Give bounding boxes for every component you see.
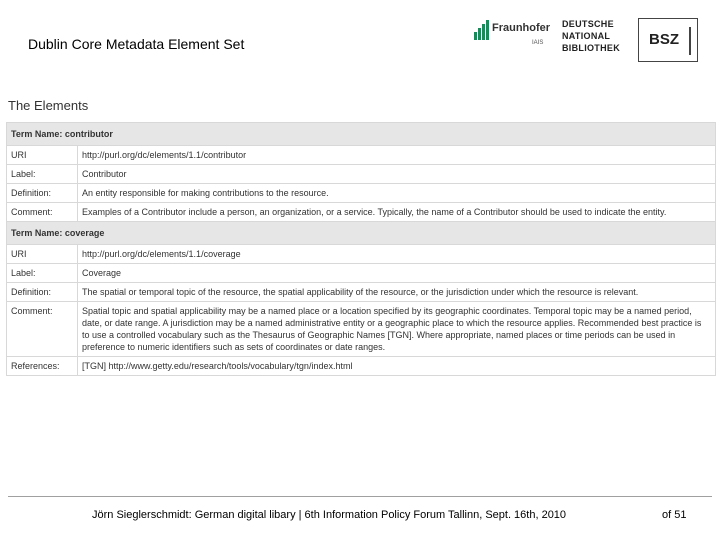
elements-table bbox=[6, 122, 716, 376]
row-label: Comment: bbox=[7, 203, 78, 222]
table-row bbox=[7, 165, 716, 184]
dnb-logo-line: NATIONAL bbox=[562, 31, 611, 41]
row-label: Label: bbox=[7, 165, 78, 184]
table-row bbox=[7, 357, 716, 376]
row-value: The spatial or temporal topic of the resource, the spatial applicability of the resource, or the jurisdiction under which the resource is relevant. bbox=[78, 283, 716, 302]
row-value: http://purl.org/dc/elements/1.1/contributor bbox=[78, 146, 716, 165]
term-label: Term Name: bbox=[11, 129, 63, 139]
table-row bbox=[7, 283, 716, 302]
table-row bbox=[7, 146, 716, 165]
row-value: Spatial topic and spatial applicability may be a named place or a location specified by its geographic coordinates. Temporal topic may be a named period, date, or date range. A jurisdiction may be a named administrative entity or a geographic place to which the resource applies. Recommended best practice is to use a controlled vocabulary such as the Thesaurus of Geographic Names [TGN]. Where appropriate, named places or time periods can be used in preference to numeric identifiers such as sets of coordinates or date ranges. bbox=[78, 302, 716, 357]
row-value: [TGN] http://www.getty.edu/research/tools/vocabulary/tgn/index.html bbox=[78, 357, 716, 376]
table-row bbox=[7, 184, 716, 203]
term-label: Term Name: bbox=[11, 228, 63, 238]
row-label: Definition: bbox=[7, 184, 78, 203]
row-value: http://purl.org/dc/elements/1.1/coverage bbox=[78, 245, 716, 264]
table-row bbox=[7, 245, 716, 264]
fraunhofer-logo-sub: IAIS bbox=[532, 40, 544, 46]
row-value: An entity responsible for making contributions to the resource. bbox=[78, 184, 716, 203]
term-header-row bbox=[7, 123, 716, 146]
table-row bbox=[7, 264, 716, 283]
page-number: of 51 bbox=[662, 509, 687, 521]
term-name: contributor bbox=[64, 129, 113, 139]
row-label: Comment: bbox=[7, 302, 78, 357]
dnb-logo bbox=[562, 18, 630, 62]
row-label: URI bbox=[7, 245, 78, 264]
row-value: Examples of a Contributor include a person, an organization, or a service. Typically, the name of a Contributor should be used to indicate the entity. bbox=[78, 203, 716, 222]
footer-divider bbox=[8, 496, 712, 497]
dnb-logo-line: BIBLIOTHEK bbox=[562, 43, 620, 53]
bsz-logo-text: BSZ bbox=[649, 31, 679, 48]
table-row bbox=[7, 203, 716, 222]
footer-text: Jörn Sieglerschmidt: German digital libary | 6th Information Policy Forum Tallinn, Sept. 16th, 2010 bbox=[92, 509, 567, 521]
row-label: Definition: bbox=[7, 283, 78, 302]
term-header-row bbox=[7, 222, 716, 245]
row-label: References: bbox=[7, 357, 78, 376]
row-label: Label: bbox=[7, 264, 78, 283]
fraunhofer-logo-icon bbox=[474, 20, 490, 40]
bsz-logo bbox=[638, 18, 698, 62]
row-value: Coverage bbox=[78, 264, 716, 283]
section-heading: The Elements bbox=[8, 98, 89, 113]
slide-title: Dublin Core Metadata Element Set bbox=[28, 36, 245, 52]
logo-group bbox=[474, 14, 714, 66]
fraunhofer-logo-text: Fraunhofer bbox=[492, 22, 551, 34]
bsz-logo-bar bbox=[689, 27, 691, 55]
table-row bbox=[7, 302, 716, 357]
row-value: Contributor bbox=[78, 165, 716, 184]
row-label: URI bbox=[7, 146, 78, 165]
dnb-logo-line: DEUTSCHE bbox=[562, 19, 614, 29]
term-name: coverage bbox=[64, 228, 105, 238]
